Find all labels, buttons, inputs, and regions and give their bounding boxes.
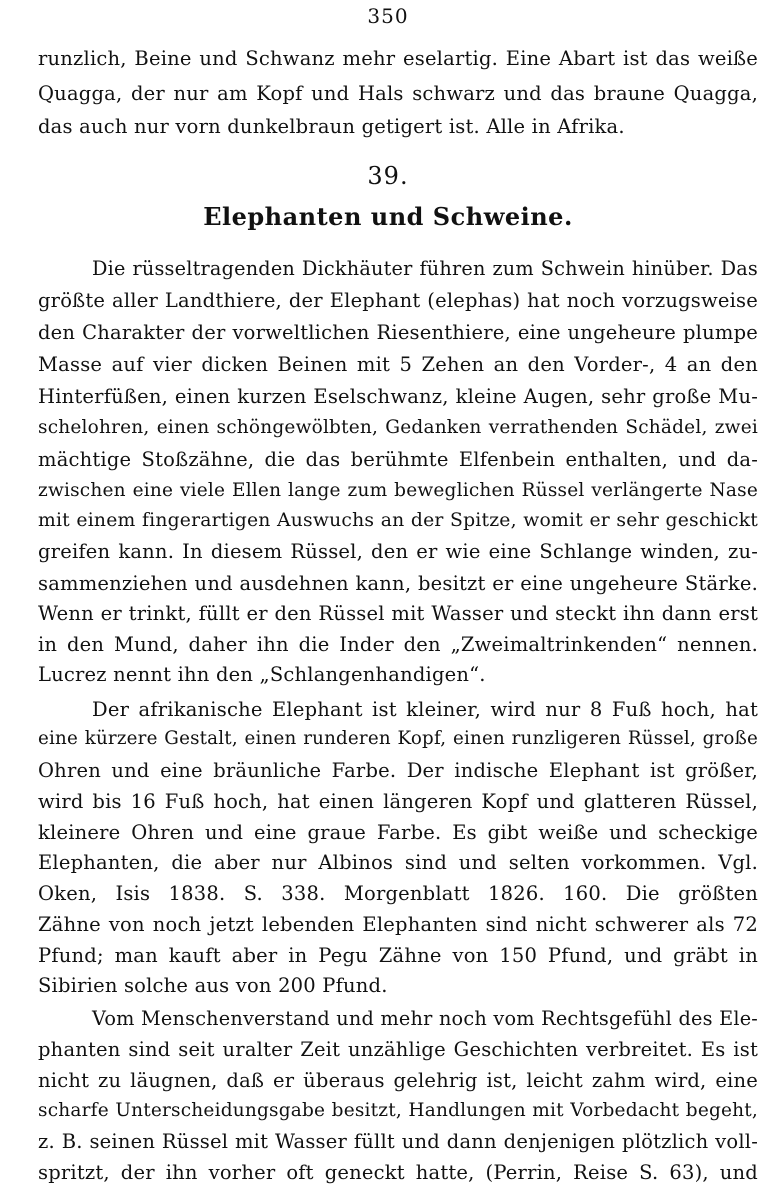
text-line: greifen kann. In diesem Rüssel, den er wie eine Schlange winden, zu- — [38, 540, 758, 563]
text-line: mächtige Stoßzähne, die das berühmte Elfenbein enthalten, und da- — [38, 448, 758, 471]
text-line: Oken, Isis 1838. S. 338. Morgenblatt 1826. 160. Die größten — [38, 882, 758, 905]
text-line: Vom Menschenverstand und mehr noch vom Rechtsgefühl des Ele- — [92, 1007, 758, 1030]
text-line: Sibirien solche aus von 200 Pfund. — [38, 974, 388, 997]
text-line: Die rüsseltragenden Dickhäuter führen zum Schwein hinüber. Das — [92, 257, 758, 280]
text-line: das auch nur vorn dunkelbraun getigert ist. Alle in Afrika. — [38, 115, 625, 138]
text-line: z. B. seinen Rüssel mit Wasser füllt und dann denjenigen plötzlich voll- — [38, 1130, 758, 1153]
text-line: Der afrikanische Elephant ist kleiner, wird nur 8 Fuß hoch, hat — [92, 698, 758, 721]
text-line: wird bis 16 Fuß hoch, hat einen längeren Kopf und glatteren Rüssel, — [38, 790, 758, 813]
text-line: Pfund; man kauft aber in Pegu Zähne von 150 Pfund, und gräbt in — [38, 944, 758, 967]
text-line: Zähne von noch jetzt lebenden Elephanten sind nicht schwerer als 72 — [38, 913, 758, 936]
text-line: Quagga, der nur am Kopf und Hals schwarz und das braune Quagga, — [38, 82, 758, 105]
text-line: sammenziehen und ausdehnen kann, besitzt er eine ungeheure Stärke. — [38, 572, 758, 595]
text-line: größte aller Landthiere, der Elephant (elephas) hat noch vorzugsweise — [38, 289, 758, 312]
text-line: scharfe Unterscheidungsgabe besitzt, Handlungen mit Vorbedacht begeht, — [38, 1100, 758, 1121]
text-line: in den Mund, daher ihn die Inder den „Zweimaltrinkenden“ nennen. — [38, 633, 758, 656]
text-line: zwischen eine viele Ellen lange zum beweglichen Rüssel verlängerte Nase — [38, 480, 758, 501]
text-line: nicht zu läugnen, daß er überaus gelehrig ist, leicht zahm wird, eine — [38, 1069, 758, 1092]
text-line: Masse auf vier dicken Beinen mit 5 Zehen an den Vorder-, 4 an den — [38, 353, 758, 376]
text-line: eine kürzere Gestalt, einen runderen Kopf, einen runzligeren Rüssel, große — [38, 728, 758, 749]
text-line: Elephanten, die aber nur Albinos sind und selten vorkommen. Vgl. — [38, 851, 758, 874]
page-number: 350 — [367, 4, 409, 28]
text-line: den Charakter der vorweltlichen Riesenthiere, eine ungeheure plumpe — [38, 321, 758, 344]
section-title: Elephanten und Schweine. — [203, 202, 573, 231]
text-line: Wenn er trinkt, füllt er den Rüssel mit Wasser und steckt ihn dann erst — [38, 602, 758, 625]
text-line: Ohren und eine bräunliche Farbe. Der indische Elephant ist größer, — [38, 759, 758, 782]
text-line: schelohren, einen schöngewölbten, Gedanken verrathenden Schädel, zwei — [38, 417, 758, 438]
text-line: phanten sind seit uralter Zeit unzählige Geschichten verbreitet. Es ist — [38, 1038, 758, 1061]
text-line: Hinterfüßen, einen kurzen Eselschwanz, kleine Augen, sehr große Mu- — [38, 385, 758, 408]
text-line: mit einem fingerartigen Auswuchs an der Spitze, womit er sehr geschickt — [38, 510, 758, 531]
text-line: spritzt, der ihn vorher oft geneckt hatte, (Perrin, Reise S. 63), und — [38, 1161, 758, 1184]
section-number: 39. — [367, 162, 409, 190]
text-line: kleinere Ohren und eine graue Farbe. Es gibt weiße und scheckige — [38, 821, 758, 844]
text-line: Lucrez nennt ihn den „Schlangenhandigen“. — [38, 663, 486, 686]
text-line: runzlich, Beine und Schwanz mehr eselartig. Eine Abart ist das weiße — [38, 47, 758, 70]
